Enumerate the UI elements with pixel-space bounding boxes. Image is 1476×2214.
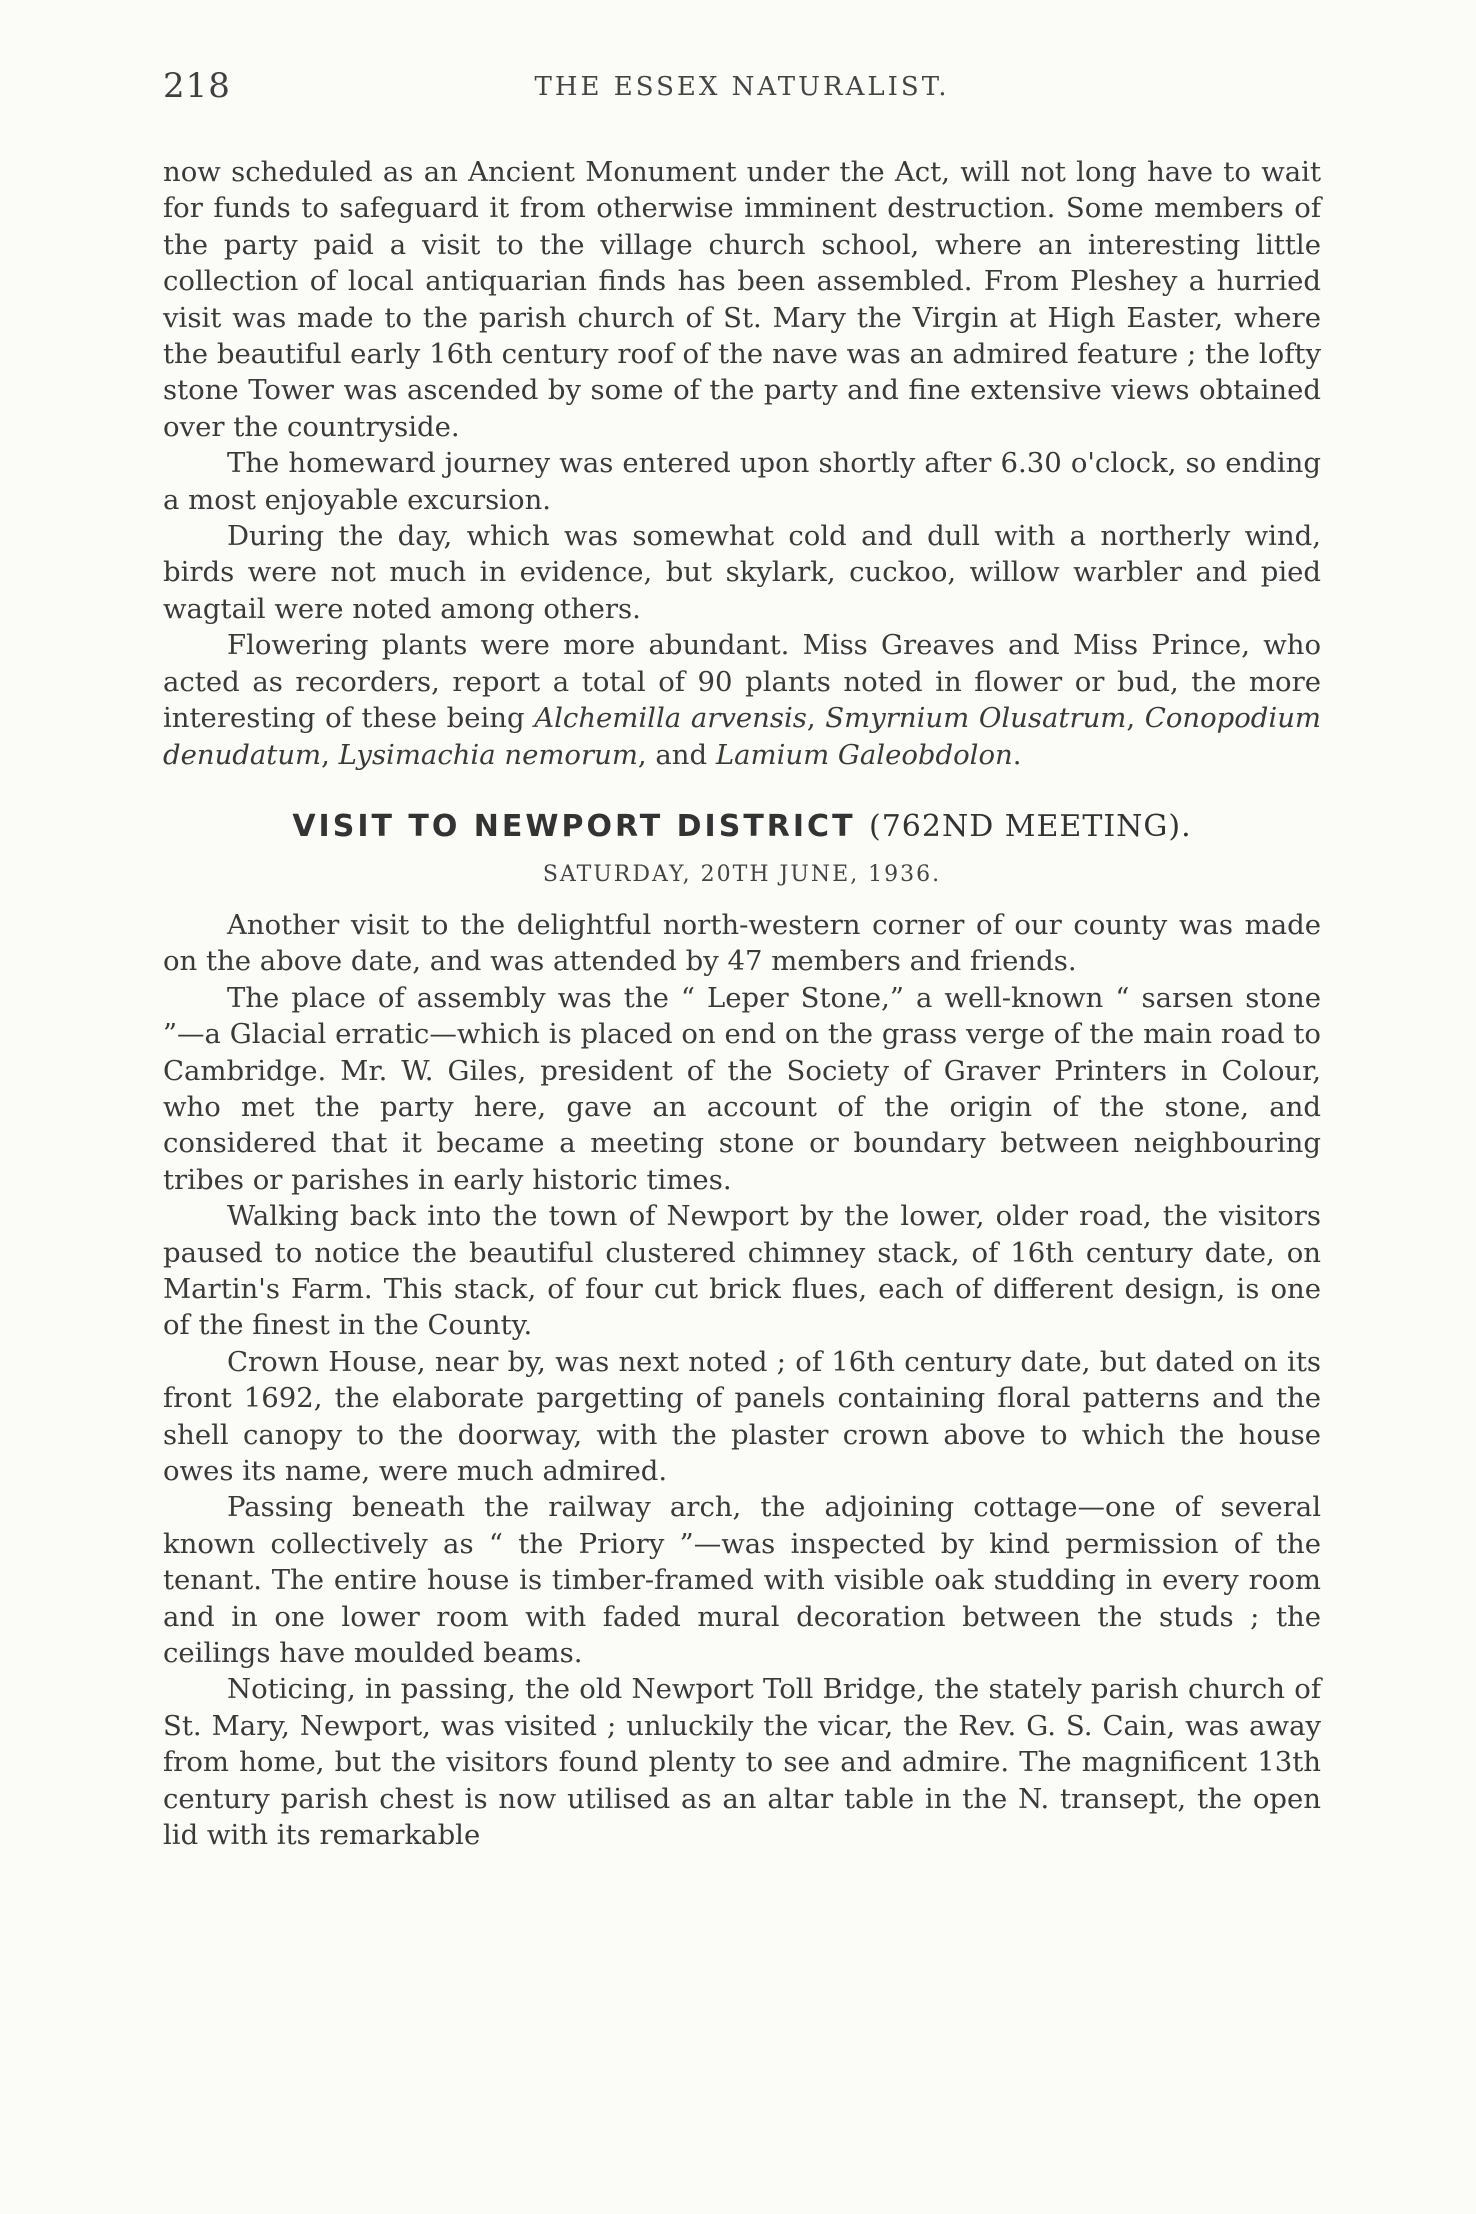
separator: , bbox=[321, 738, 339, 771]
section-title: VISIT TO NEWPORT DISTRICT bbox=[292, 808, 856, 844]
species-name: Lysimachia nemorum bbox=[338, 738, 638, 771]
species-name: Conopodium denudatum bbox=[163, 702, 1321, 771]
newport-paragraph-attendance: Another visit to the delightful north-western corner of our county was made on the above date, and was attended by 47 members and friends. bbox=[163, 908, 1321, 978]
running-head bbox=[163, 66, 1321, 118]
separator: , bbox=[1126, 702, 1145, 735]
plants-intro-text: Flowering plants were more abundant. Miss Greaves and Miss Prince, who acted as recorders, report a total of 90 plants noted in flower or bud, the more interesting of these being bbox=[163, 629, 1321, 735]
sentence-end: . bbox=[1012, 738, 1022, 771]
birds-paragraph: During the day, which was somewhat cold and dull with a northerly wind, birds were not much in evidence, but skylark, cuckoo, willow warbler and pied wagtail were noted among others. bbox=[163, 520, 1321, 625]
newport-paragraph-priory: Passing beneath the railway arch, the adjoining cottage—one of several known collectively as “ the Priory ”—was inspected by kind permission of the tenant. The entire house is timber-framed with visible oak studding in every room and in one lower room with faded mural decoration between the studs ; the ceilings have moulded beams. bbox=[163, 1491, 1321, 1670]
meeting-number: (762ND MEETING). bbox=[869, 808, 1192, 844]
continuation-paragraph: now scheduled as an Ancient Monument under the Act, will not long have to wait for funds to safeguard it from otherwise imminent destruction. Some members of the party paid a visit to the village church school, where an interesting little collection of local antiquarian finds has been assembled. From Pleshey a hurried visit was made to the parish church of St. Mary the Virgin at High Easter, where the beautiful early 16th century roof of the nave was an admired feature ; the lofty stone Tower was ascended by some of the party and fine extensive views obtained over the countryside. bbox=[163, 156, 1321, 443]
species-name: Alchemilla arvensis bbox=[534, 702, 807, 735]
newport-paragraph-chimney: Walking back into the town of Newport by the lower, older road, the visitors paused to notice the beautiful clustered chimney stack, of 16th century date, on Martin's Farm. This stack, of four cut brick flues, each of different design, is one of the finest in the County. bbox=[163, 1200, 1321, 1342]
section-date: SATURDAY, 20TH JUNE, 1936. bbox=[542, 861, 942, 887]
section-heading bbox=[163, 809, 1321, 844]
document-page bbox=[163, 66, 1321, 1853]
separator: , bbox=[806, 702, 826, 735]
species-name: Lamium Galeobdolon bbox=[715, 738, 1013, 771]
page-number: 218 bbox=[163, 66, 231, 106]
newport-paragraph-crown-house: Crown House, near by, was next noted ; of 16th century date, but dated on its front 1692, the elaborate pargetting of panels containing floral patterns and the shell canopy to the doorway, with the plaster crown above to which the house owes its name, were much admired. bbox=[163, 1345, 1321, 1487]
plants-paragraph bbox=[163, 627, 1321, 773]
homeward-paragraph: The homeward journey was entered upon shortly after 6.30 o'clock, so ending a most enjoyable excursion. bbox=[163, 447, 1321, 516]
newport-paragraph-leper-stone: The place of assembly was the “ Leper Stone,” a well-known “ sarsen stone ”—a Glacial erratic—which is placed on end on the grass verge of the main road to Cambridge. Mr. W. Giles, president of the Society of Graver Printers in Colour, who met the party here, gave an account of the origin of the stone, and considered that it became a meeting stone or boundary between neighbouring tribes or parishes in early historic times. bbox=[163, 981, 1321, 1196]
journal-title: THE ESSEX NATURALIST. bbox=[534, 72, 950, 102]
species-name: Smyrnium Olusatrum bbox=[825, 702, 1127, 735]
separator: , and bbox=[637, 738, 716, 771]
newport-paragraph-church: Noticing, in passing, the old Newport Toll Bridge, the stately parish church of St. Mary, Newport, was visited ; unluckily the vicar, the Rev. G. S. Cain, was away from home, but the visitors found plenty to see and admire. The magnificent 13th century parish chest is now utilised as an altar table in the N. transept, the open lid with its remarkable bbox=[163, 1673, 1321, 1852]
